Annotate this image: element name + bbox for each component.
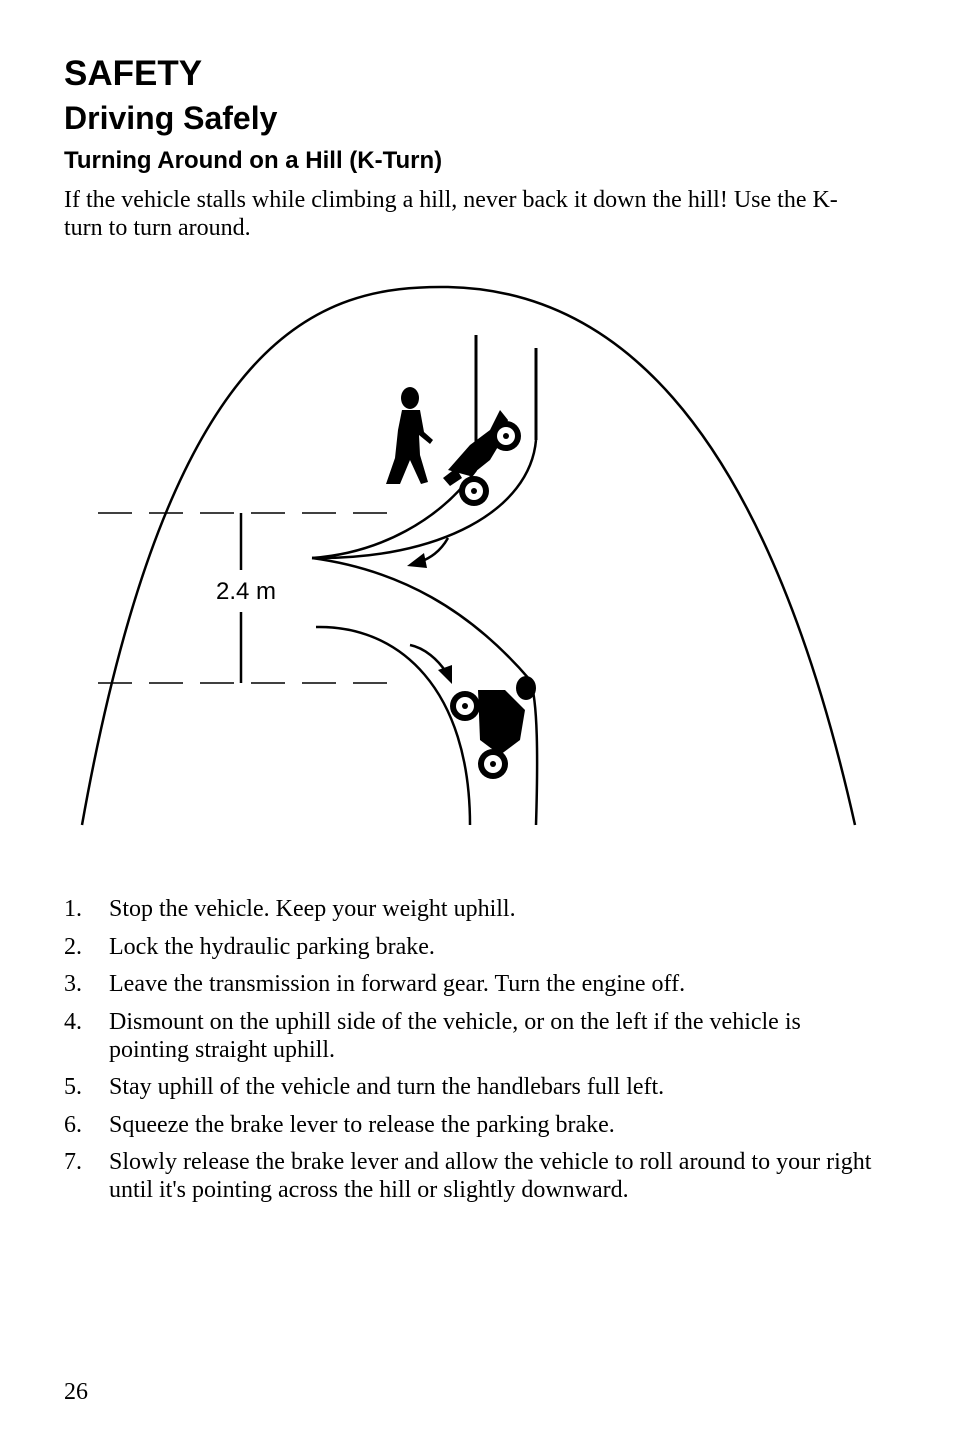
step-text: Slowly release the brake lever and allow the vehicle to roll around to your right until it's pointing across the hill or slightly downward. [109, 1149, 872, 1203]
step-text: Leave the transmission in forward gear. Turn the engine off. [109, 971, 686, 997]
k-turn-steps [64, 895, 884, 1214]
step-number: 3. [64, 971, 82, 997]
trail-lower-inner [316, 627, 470, 825]
step-number: 1. [64, 896, 82, 922]
step-number: 7. [64, 1149, 82, 1175]
step-number: 4. [64, 1008, 82, 1035]
list-item [64, 933, 884, 961]
hill-outline [82, 287, 855, 825]
list-item [64, 1111, 884, 1139]
list-item [64, 970, 884, 998]
atv-upper-icon [443, 410, 521, 506]
topic-title: Turning Around on a Hill (K-Turn) [64, 147, 443, 174]
list-item [64, 1148, 884, 1204]
k-turn-diagram [0, 260, 954, 860]
distance-label: 2.4 m [216, 578, 277, 605]
step-text: Stay uphill of the vehicle and turn the handlebars full left. [109, 1074, 665, 1100]
atv-lower-icon [450, 676, 536, 779]
list-item [64, 895, 884, 923]
rider-figure [386, 387, 433, 484]
step-text: Dismount on the uphill side of the vehicle, or on the left if the vehicle is pointing straight uphill. [109, 1008, 801, 1063]
step-text: Stop the vehicle. Keep your weight uphill. [109, 896, 516, 922]
section-title: SAFETY [64, 54, 203, 93]
step-text: Lock the hydraulic parking brake. [109, 933, 435, 960]
step-number: 2. [64, 933, 82, 960]
step-text: Squeeze the brake lever to release the parking brake. [109, 1111, 615, 1138]
intro-paragraph: If the vehicle stalls while climbing a hill, never back it down the hill! Use the K-turn to turn around. [64, 187, 838, 241]
trail-upper-inner [312, 440, 536, 558]
list-item [64, 1008, 884, 1064]
step-number: 5. [64, 1074, 82, 1100]
step-number: 6. [64, 1111, 82, 1138]
subsection-title: Driving Safely [64, 100, 278, 136]
list-item [64, 1073, 884, 1101]
page-number: 26 [64, 1379, 88, 1405]
